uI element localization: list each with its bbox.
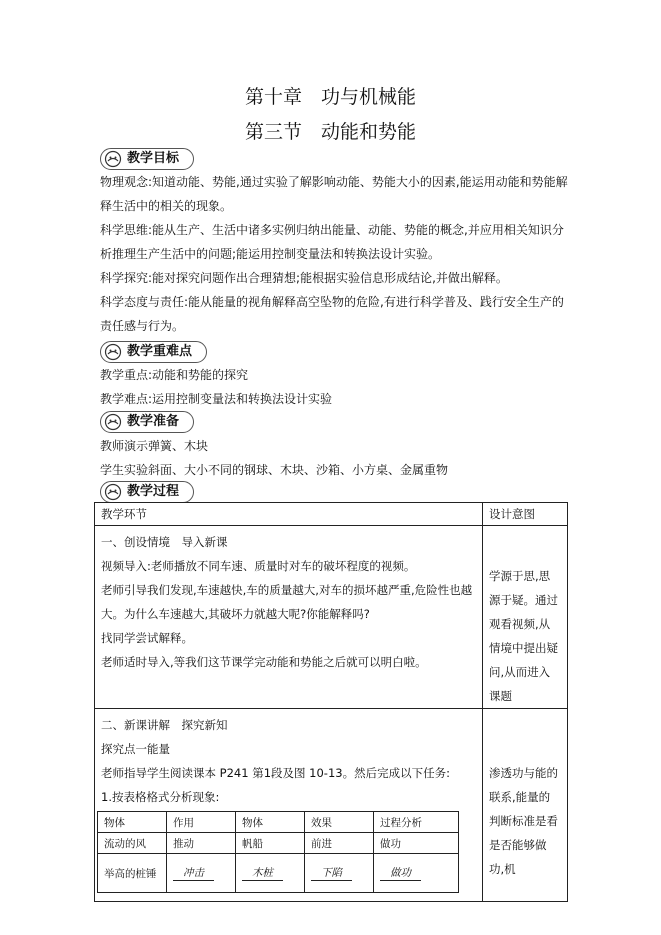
stage-line: 老师适时导入,等我们这节课学完动能和势能之后就可以明白啦。 [101, 655, 427, 669]
analysis-row [98, 833, 459, 854]
prep-teacher: 教师演示弹簧、木块 [100, 439, 209, 453]
stage-line: 老师引导我们发现,车速越快,车的质量越大,对车的损坏越严重,危险性也越大。为什么车速越大,其破坏力就越大呢?你能解释吗? [101, 583, 473, 621]
goals-heading-label: 教学目标 [127, 151, 180, 166]
answer-blank: 下陷 [311, 865, 352, 881]
goal-item: 科学思维:能从生产、生活中诸多实例归纳出能量、动能、势能的概念,并应用相关知识分析推理生产生活中的问题;能运用控制变量法和转换法设计实验。 [100, 223, 564, 261]
difficulty-point: 教学难点:运用控制变量法和转换法设计实验 [100, 392, 333, 406]
key-point: 教学重点:动能和势能的探究 [100, 368, 249, 382]
keypoints-heading-label: 教学重难点 [127, 344, 193, 359]
analysis-cell: 推动 [167, 833, 236, 854]
process-heading-label: 教学过程 [127, 484, 180, 499]
answer-blank: 木桩 [242, 865, 283, 881]
chapter-title: 第十章 功与机械能 [244, 86, 416, 108]
book-icon [104, 413, 122, 431]
analysis-header-cell: 效果 [305, 812, 374, 833]
book-icon [104, 343, 122, 361]
stage-title: 二、新课讲解 探究新知 [101, 718, 228, 732]
stage-line: 1.按表格格式分析现象: [101, 790, 220, 804]
book-icon [104, 150, 122, 168]
stage-line: 老师指导学生阅读课本 P241 第1段及图 10-13。然后完成以下任务: [101, 766, 450, 780]
prep-heading-label: 教学准备 [127, 414, 180, 429]
section-title: 第三节 动能和势能 [244, 121, 416, 143]
analysis-cell: 流动的风 [98, 833, 167, 854]
prep-heading [100, 411, 194, 433]
analysis-cell: 举高的桩锤 [98, 854, 167, 893]
design-intent: 学源于思,思源于疑。通过观看视频,从情境中提出疑问,从而进入课题 [489, 569, 558, 703]
analysis-cell: 帆船 [236, 833, 305, 854]
analysis-header-cell: 物体 [98, 812, 167, 833]
stage-title: 一、创设情境 导入新课 [101, 535, 228, 549]
col-stage-header: 教学环节 [101, 507, 147, 521]
analysis-header-cell: 过程分析 [374, 812, 459, 833]
book-icon [104, 483, 122, 501]
answer-blank: 做功 [380, 865, 421, 881]
stage-line: 视频导入:老师播放不同车速、质量时对车的破坏程度的视频。 [101, 559, 416, 573]
goal-item: 物理观念:知道动能、势能,通过实验了解影响动能、势能大小的因素,能运用动能和势能解释生活中的相关的现象。 [100, 175, 568, 213]
analysis-cell: 前进 [305, 833, 374, 854]
keypoints-heading [100, 341, 207, 363]
prep-student: 学生实验斜面、大小不同的钢球、木块、沙箱、小方桌、金属重物 [100, 463, 449, 477]
stage-line: 找同学尝试解释。 [101, 631, 193, 645]
analysis-header-row [98, 812, 459, 833]
analysis-row [98, 854, 459, 893]
analysis-header-cell: 作用 [167, 812, 236, 833]
goal-item: 科学探究:能对探究问题作出合理猜想;能根据实验信息形成结论,并做出解释。 [100, 271, 508, 285]
table-header-row [95, 503, 568, 526]
table-row [95, 526, 568, 709]
analysis-cell: 做功 [374, 833, 459, 854]
goals-heading [100, 148, 194, 170]
design-intent: 渗透功与能的联系,能量的判断标准是看是否能够做功,机 [489, 766, 558, 876]
process-heading [100, 481, 194, 503]
goal-item: 科学态度与责任:能从能量的视角解释高空坠物的危险,有进行科学普及、践行安全生产的责任感与行为。 [100, 295, 564, 333]
process-table [94, 502, 568, 902]
answer-blank: 冲击 [173, 865, 214, 881]
analysis-header-cell: 物体 [236, 812, 305, 833]
table-row [95, 709, 568, 902]
analysis-table [97, 811, 459, 893]
col-intent-header: 设计意图 [489, 507, 535, 521]
stage-line: 探究点一能量 [101, 742, 170, 756]
